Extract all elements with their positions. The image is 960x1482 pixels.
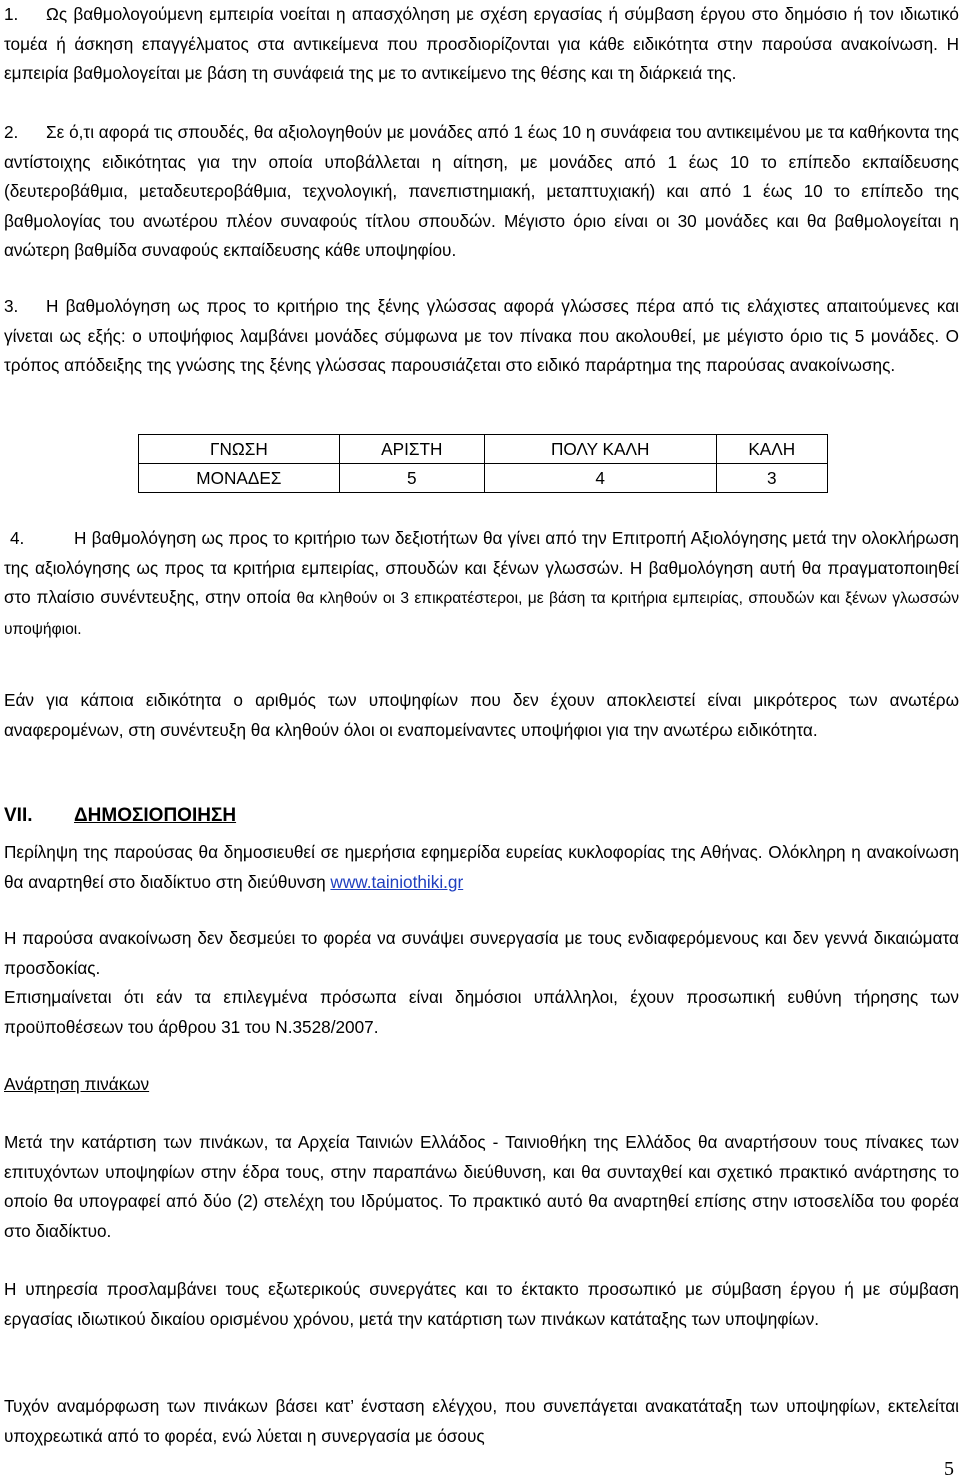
table-header-cell: ΑΡΙΣΤΗ bbox=[339, 435, 484, 464]
table-cell: 4 bbox=[484, 464, 716, 493]
item-number: 2. bbox=[4, 122, 19, 142]
table-cell: ΜΟΝΑΔΕΣ bbox=[139, 464, 340, 493]
table-cell: 3 bbox=[716, 464, 827, 493]
paragraph-hiring: Η υπηρεσία προσλαμβάνει τους εξωτερικούς συνεργάτες και το έκτακτο προσωπικό με σύμβαση έργου ή με σύμβαση εργασίας ιδιωτικού δικαίου ορισμένου χρόνου, μετά την κατάρτιση των πινάκων κατάταξης των υποψηφίων. bbox=[4, 1279, 959, 1329]
paragraph-civil-servants: Επισημαίνεται ότι εάν τα επιλεγμένα πρόσωπα είναι δημόσιοι υπάλληλοι, έχουν προσωπική ευθύνη τήρησης των προϋποθέσεων του άρθρου 31 του Ν.3528/2007. bbox=[4, 987, 959, 1037]
item-text: Η βαθμολόγηση ως προς το κριτήριο των δεξιοτήτων θα γίνει από την Επιτροπή Αξιολόγησης μετά την ολοκλήρωση της αξιολόγησης ως προς τα κριτήρια εμπειρίας, σπουδών και ξένων γλωσσών. Η βαθμολόγηση αυτή θα πραγματοποιηθεί στο πλαίσιο συνέντευξης, στην οποία bbox=[4, 528, 959, 608]
item-text-small: θα κληθούν οι 3 επικρατέστεροι, με βάση τα κριτήρια εμπειρίας, σπουδών και ξένων γλωσσών υποψήφιοι. bbox=[4, 590, 959, 638]
paragraph-interview: Εάν για κάποια ειδικότητα ο αριθμός των υποψηφίων που δεν έχουν αποκλειστεί είναι μικρότερος των ανωτέρω αναφερομένων, στη συνέντευξη θα κληθούν όλοι οι εναπομείναντες υποψήφιοι για την ανωτέρω ειδικότητα. bbox=[4, 690, 959, 740]
section-title: ΔΗΜΟΣΙΟΠΟΙΗΣΗ bbox=[74, 805, 237, 826]
item-text: Η βαθμολόγηση ως προς το κριτήριο της ξένης γλώσσας αφορά γλώσσες πέρα από τις ελάχιστες απαιτούμενες και γίνεται ως εξής: ο υποψήφιος λαμβάνει μονάδες σύμφωνα με τον πίνακα που ακολουθεί, με μέγιστο όριο τις 5 μονάδες. Ο τρόπος απόδειξης της γνώσης της ξένης γλώσσας παρουσιάζεται στο ειδικό παράρτημα της παρούσας ανακοίνωσης. bbox=[4, 296, 959, 376]
table-header-cell: ΠΟΛΥ ΚΑΛΗ bbox=[484, 435, 716, 464]
table-row bbox=[139, 435, 828, 464]
paragraph-item-2 bbox=[4, 118, 959, 266]
paragraph-publication bbox=[4, 838, 959, 897]
section-number: VII. bbox=[4, 805, 33, 826]
publication-text: Περίληψη της παρούσας θα δημοσιευθεί σε ημερήσια εφημερίδα ευρείας κυκλοφορίας της Αθήνας. Ολόκληρη η ανακοίνωση θα αναρτηθεί στο διαδίκτυο στη διεύθυνση bbox=[4, 842, 959, 892]
website-link[interactable]: www.tainiothiki.gr bbox=[330, 871, 464, 892]
item-text: Ως βαθμολογούμενη εμπειρία νοείται η απασχόληση με σχέση εργασίας ή σύμβαση έργου στο δημόσιο ή τον ιδιωτικό τομέα ή άσκηση επαγγέλματος στα αντικείμενα που προσδιορίζονται για κάθε ειδικότητα στην παρούσα ανακοίνωση. Η εμπειρία βαθμολογείται με βάση τη συνάφειά της με το αντικείμενο της θέσης και τη διάρκειά της. bbox=[4, 4, 959, 84]
language-grades-table bbox=[138, 434, 828, 493]
item-number: 3. bbox=[4, 296, 19, 316]
table-header-cell: ΓΝΩΣΗ bbox=[139, 435, 340, 464]
section-heading bbox=[4, 800, 236, 832]
item-text: Σε ό,τι αφορά τις σπουδές, θα αξιολογηθούν με μονάδες από 1 έως 10 η συνάφεια του αντικειμένου με τα καθήκοντα της αντίστοιχης ειδικότητας για την οποία υποβάλλεται η αίτηση, με μονάδες από 1 έως 10 το επίπεδο εκπαίδευσης (δευτεροβάθμια, μεταδευτεροβάθμια, τεχνολογική, πανεπιστημιακή, μεταπτυχιακή) και από 1 έως 10 το επίπεδο της βαθμολογίας του ανωτέρου πλέον συναφούς τίτλου σπουδών. Μέγιστο όριο είναι οι 30 μονάδες και θα βαθμολογείται η ανώτερη βαθμίδα συναφούς εκπαίδευσης κάθε υποψηφίου. bbox=[4, 122, 959, 261]
subheading-tables-posting: Ανάρτηση πινάκων bbox=[4, 1074, 150, 1094]
item-number: 1. bbox=[4, 4, 19, 24]
table-row bbox=[139, 464, 828, 493]
paragraph-posting: Μετά την κατάρτιση των πινάκων, τα Αρχεία Ταινιών Ελλάδος - Ταινιοθήκη της Ελλάδος θα αναρτήσουν τους πίνακες των επιτυχόντων υποψηφίων στην έδρα τους, στην παραπάνω διεύθυνση, και θα συνταχθεί και σχετικό πρακτικό ανάρτησης το οποίο θα υπογραφεί από δύο (2) στελέχη του Ιδρύματος. Το πρακτικό αυτό θα αναρτηθεί επίσης στην ιστοσελίδα του φορέα στο διαδίκτυο. bbox=[4, 1132, 959, 1241]
page-number: 5 bbox=[944, 1458, 954, 1480]
paragraph-no-obligation: Η παρούσα ανακοίνωση δεν δεσμεύει το φορέα να συνάψει συνεργασία με τους ενδιαφερόμενους και δεν γεννά δικαιώματα προσδοκίας. bbox=[4, 928, 959, 978]
item-number: 4. bbox=[10, 528, 25, 548]
table-cell: 5 bbox=[339, 464, 484, 493]
table-header-cell: ΚΑΛΗ bbox=[716, 435, 827, 464]
paragraph-reform: Τυχόν αναμόρφωση των πινάκων βάσει κατ’ ένσταση ελέγχου, που συνεπάγεται ανακατάταξη των υποψηφίων, εκτελείται υποχρεωτικά από το φορέα, ενώ λύεται η συνεργασία με όσους bbox=[4, 1396, 959, 1446]
paragraph-item-1 bbox=[4, 0, 959, 89]
paragraph-item-4 bbox=[4, 524, 959, 644]
paragraph-item-3 bbox=[4, 292, 959, 381]
